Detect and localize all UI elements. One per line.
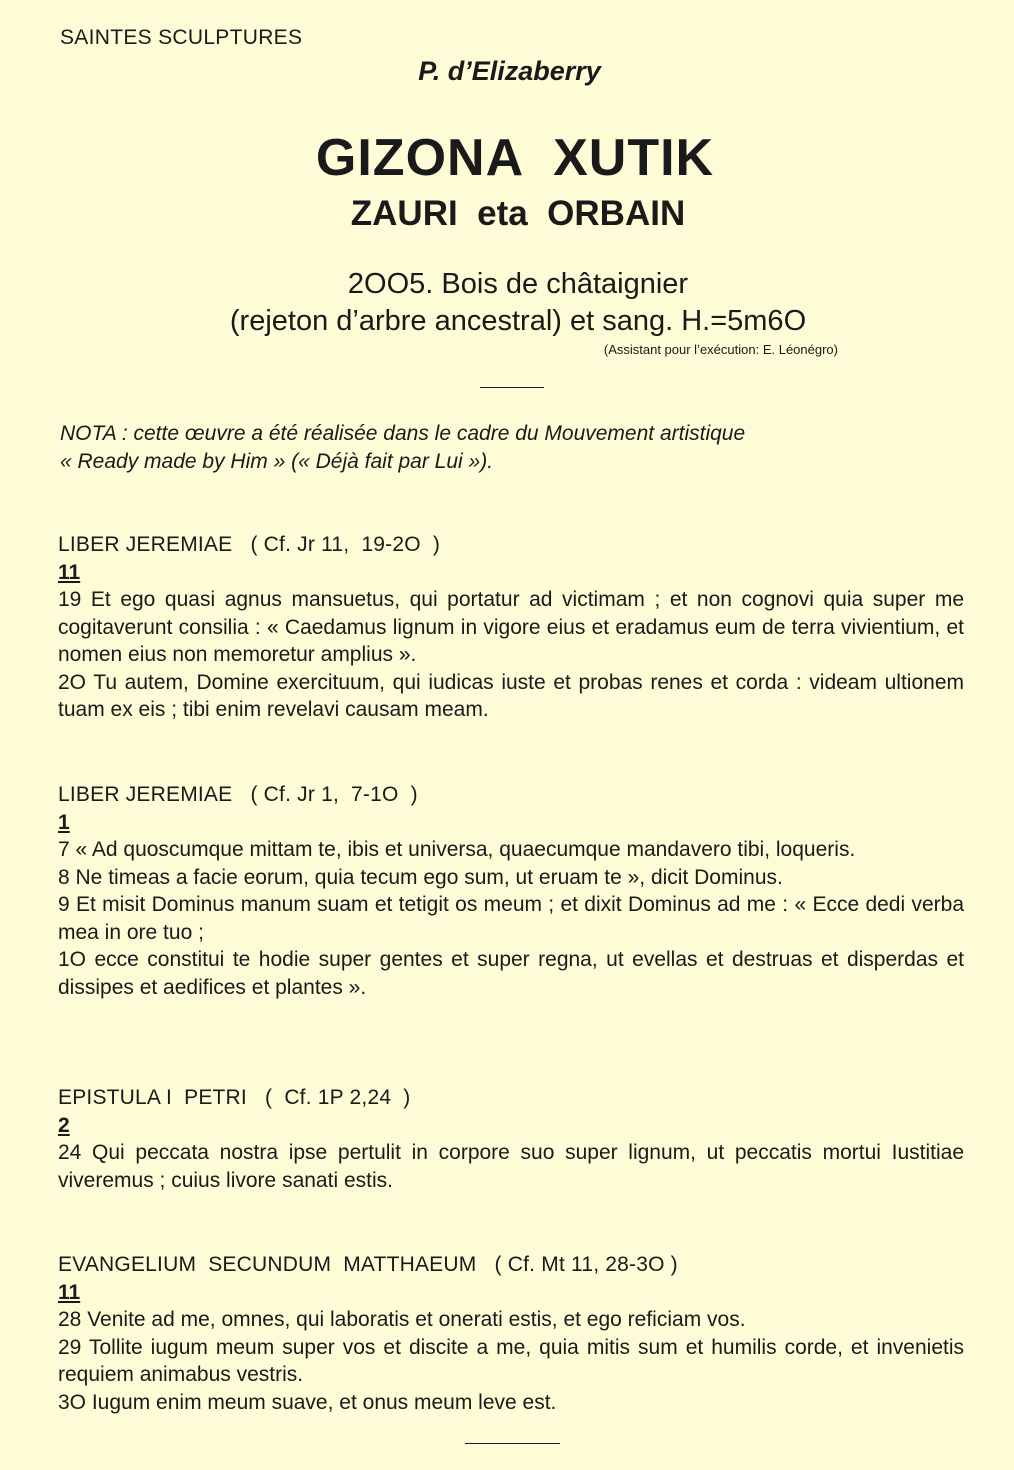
page-title: GIZONA XUTIK	[315, 129, 715, 187]
verse: 9 Et misit Dominus manum suam et tetigit os meum ; et dixit Dominus ad me : « Ecce dedi verba mea in ore tuo ;	[58, 893, 964, 944]
verse: 29 Tollite iugum meum super vos et discite a me, quia mitis sum et humilis corde, et invenietis requiem animabus vestris.	[58, 1335, 964, 1386]
divider-bottom	[465, 1443, 560, 1444]
collection-label: SAINTES SCULPTURES	[60, 26, 303, 49]
chapter-number: 1	[58, 810, 70, 834]
nota-line1: NOTA : cette œuvre a été réalisée dans le cadre du Mouvement artistique	[60, 422, 746, 445]
author-name: P. d’Elizaberry	[418, 56, 601, 86]
verse: 1O ecce constitui te hodie super gentes et super regna, ut evellas et destruas et disperdas et dissipes et aedifices et plantes ».	[58, 948, 964, 999]
chapter-number: 11	[58, 1280, 81, 1304]
verse: 3O Iugum enim meum suave, et onus meum leve est.	[58, 1390, 557, 1414]
verse: 19 Et ego quasi agnus mansuetus, qui portatur ad victimam ; et non cognovi quia super me cogitaverunt consilia : « Caedamus lignum in vigore eius et eradamus eum de terra vivientium, et nomen eius non memoretur amplius ».	[58, 588, 964, 666]
verse: 2O Tu autem, Domine exercituum, qui iudicas iuste et probas renes et corda : videam ultionem tuam ex eis ; tibi enim revelavi causam meam.	[58, 670, 964, 721]
verse: 24 Qui peccata nostra ipse pertulit in corpore suo super lignum, ut peccatis mortui Iustitiae viveremus ; cuius livore sanati estis.	[58, 1141, 964, 1192]
section-heading: LIBER JEREMIAE ( Cf. Jr 11, 19-2O )	[58, 533, 441, 556]
artwork-details	[0, 266, 1014, 340]
artwork-details-line2: (rejeton d’arbre ancestral) et sang. H.=5m6O	[229, 305, 807, 337]
scripture-section-1-peter	[58, 1084, 964, 1194]
verse: 28 Venite ad me, omnes, qui laboratis et onerati estis, et ego reficiam vos.	[58, 1308, 746, 1331]
section-heading: EPISTULA I PETRI ( Cf. 1P 2,24 )	[58, 1086, 411, 1109]
scripture-section-jeremiah-1	[58, 781, 964, 1001]
verse: 8 Ne timeas a facie eorum, quia tecum ego sum, ut eruam te », dicit Dominus.	[58, 865, 783, 889]
nota-line2: « Ready made by Him » (« Déjà fait par Lui »).	[60, 450, 494, 473]
artwork-details-line1: 2OO5. Bois de châtaignier	[347, 268, 689, 300]
nota-block	[60, 420, 960, 476]
verse: 7 « Ad quoscumque mittam te, ibis et universa, quaecumque mandavero tibi, loqueris.	[58, 838, 856, 861]
page-subtitle: ZAURI eta ORBAIN	[350, 194, 686, 233]
scripture-section-jeremiah-11	[58, 531, 964, 724]
scripture-section-matthew	[58, 1251, 964, 1416]
section-heading: LIBER JEREMIAE ( Cf. Jr 1, 7-1O )	[58, 783, 418, 806]
assistant-credit: (Assistant pour l’exécution: E. Léonégro)	[603, 342, 838, 357]
section-heading: EVANGELIUM SECUNDUM MATTHAEUM ( Cf. Mt 11, 28-3O )	[58, 1253, 678, 1276]
divider-top	[480, 387, 544, 388]
chapter-number: 11	[58, 560, 81, 584]
chapter-number: 2	[58, 1113, 70, 1137]
